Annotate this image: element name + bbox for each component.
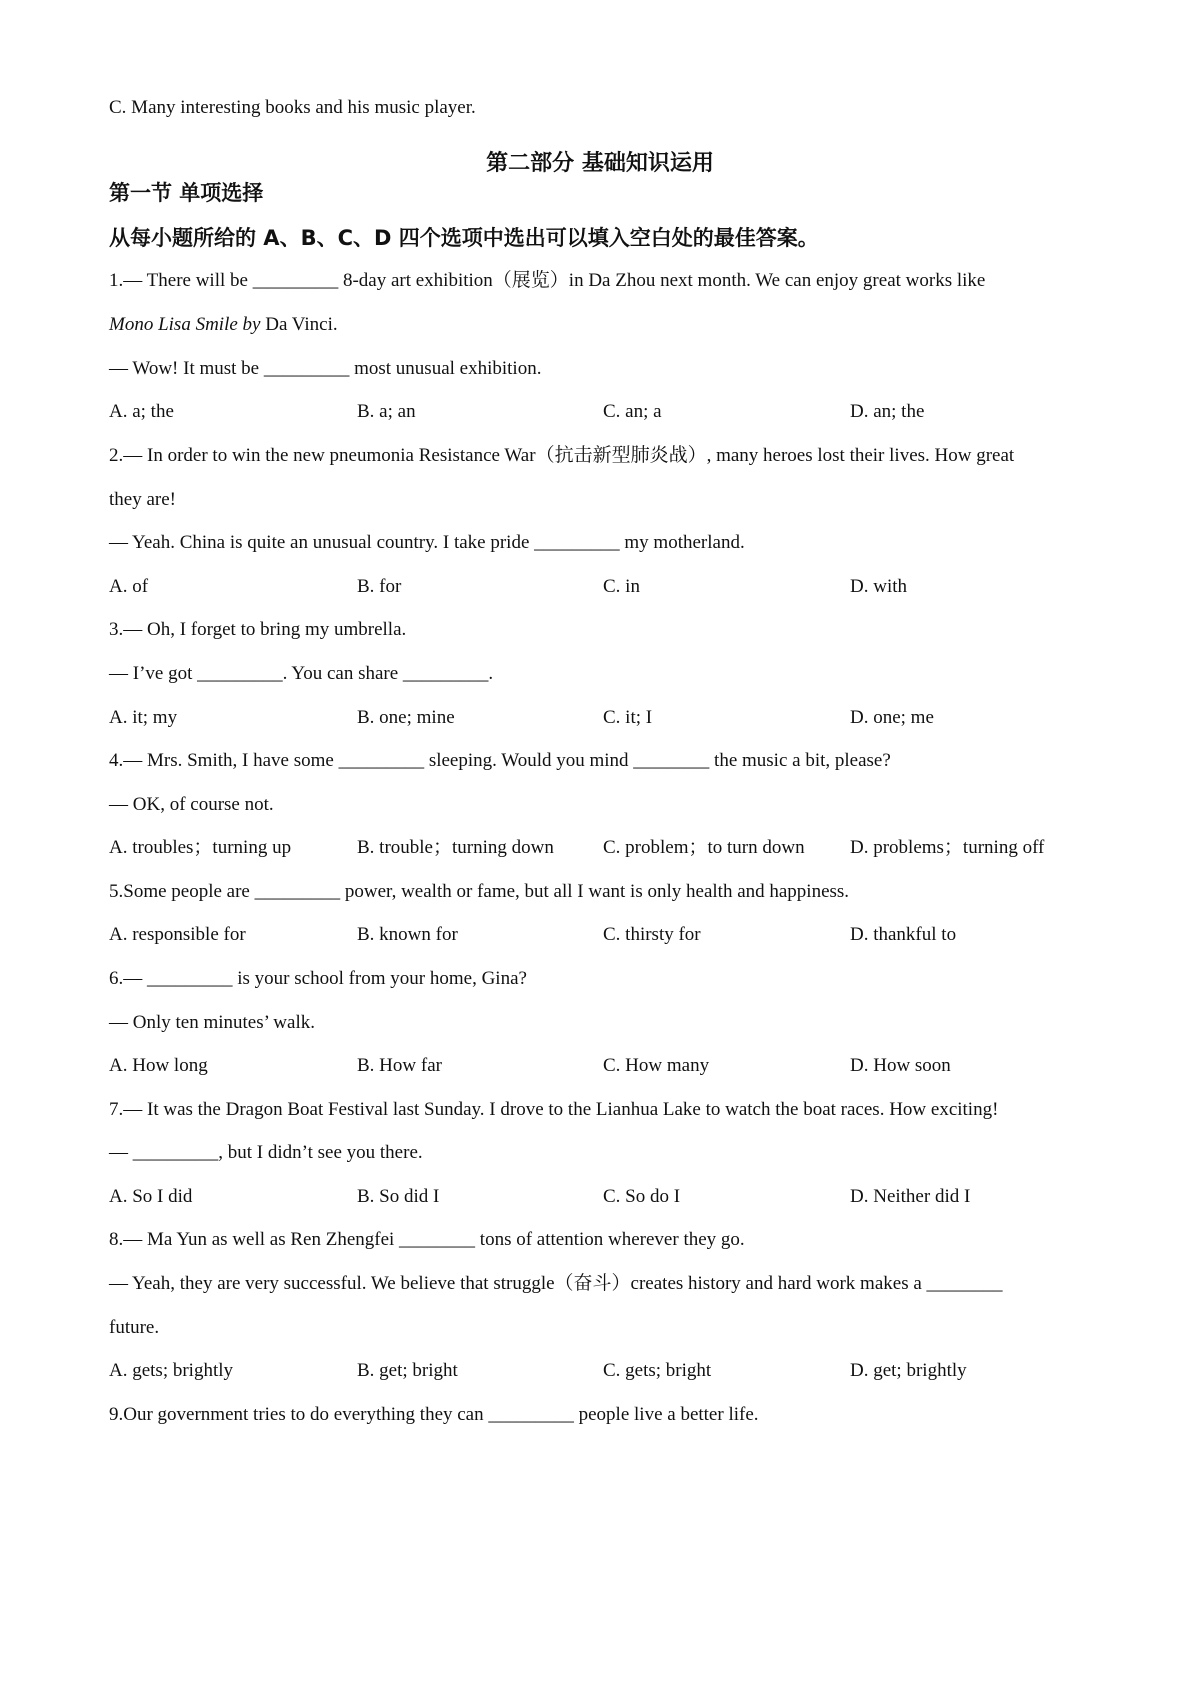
option-c: C. How many [603,1055,710,1076]
question-line: 1.— There will be _________ 8-day art exhibition（展览）in Da Zhou next month. We can enjoy great works like [109,270,986,291]
question-line: — Yeah, they are very successful. We believe that struggle（奋斗）creates history and hard work makes a ________ [109,1273,1003,1294]
question-line: — Wow! It must be _________ most unusual exhibition. [109,358,542,379]
option-b: B. trouble；turning down [357,837,554,858]
artwork-artist: Da Vinci. [260,314,338,335]
prev-question-option-c: C. Many interesting books and his music player. [109,97,476,118]
option-row [109,705,1109,731]
option-b: B. How far [357,1055,442,1076]
option-row [109,574,1109,600]
question-line: — Only ten minutes’ walk. [109,1012,315,1033]
instruction: 从每小题所给的 A、B、C、D 四个选项中选出可以填入空白处的最佳答案。 [109,226,819,250]
question-line: future. [109,1317,160,1338]
option-a: A. it; my [109,707,178,728]
question-line: 8.— Ma Yun as well as Ren Zhengfei ________ tons of attention wherever they go. [109,1229,745,1250]
artwork-title: Mono Lisa Smile by [109,314,261,335]
question-line: 6.— _________ is your school from your home, Gina? [109,968,527,989]
option-row [109,1358,1109,1384]
option-b: B. for [357,576,402,597]
option-a: A. a; the [109,401,174,422]
question-line: — Yeah. China is quite an unusual country. I take pride _________ my motherland. [109,532,745,553]
part-title: 第二部分 基础知识运用 [486,151,714,176]
option-a: A. So I did [109,1186,193,1207]
question-line: 4.— Mrs. Smith, I have some _________ sleeping. Would you mind ________ the music a bit, please? [109,750,891,771]
option-row [109,835,1109,861]
option-d: D. an; the [850,401,925,422]
question-line [109,312,338,338]
option-c: C. an; a [603,401,662,422]
option-d: D. Neither did I [850,1186,971,1207]
question-line: 3.— Oh, I forget to bring my umbrella. [109,619,407,640]
question-line: 7.— It was the Dragon Boat Festival last Sunday. I drove to the Lianhua Lake to watch the boat races. How exciting! [109,1099,999,1120]
option-row [109,922,1109,948]
question-line: — I’ve got _________. You can share _________. [109,663,494,684]
question-line: they are! [109,489,176,510]
option-a: A. gets; brightly [109,1360,234,1381]
question-line: 5.Some people are _________ power, wealth or fame, but all I want is only health and happiness. [109,881,850,902]
option-b: B. So did I [357,1186,440,1207]
question-line: 2.— In order to win the new pneumonia Resistance War（抗击新型肺炎战）, many heroes lost their lives. How great [109,445,1015,466]
option-a: A. responsible for [109,924,246,945]
option-d: D. with [850,576,907,597]
option-c: C. it; I [603,707,653,728]
option-c: C. problem；to turn down [603,837,805,858]
question-line: — _________, but I didn’t see you there. [109,1142,423,1163]
option-a: A. How long [109,1055,208,1076]
option-d: D. problems；turning off [850,837,1045,858]
section-title: 第一节 单项选择 [109,181,264,205]
option-d: D. How soon [850,1055,951,1076]
option-row [109,399,1109,425]
option-b: B. get; bright [357,1360,458,1381]
option-row [109,1184,1109,1210]
option-b: B. a; an [357,401,416,422]
option-c: C. in [603,576,640,597]
option-d: D. get; brightly [850,1360,967,1381]
option-b: B. one; mine [357,707,455,728]
option-c: C. gets; bright [603,1360,712,1381]
option-d: D. one; me [850,707,934,728]
option-a: A. troubles；turning up [109,837,292,858]
option-a: A. of [109,576,149,597]
question-line: — OK, of course not. [109,794,274,815]
option-c: C. thirsty for [603,924,701,945]
option-row [109,1053,1109,1079]
option-b: B. known for [357,924,458,945]
option-d: D. thankful to [850,924,957,945]
question-line: 9.Our government tries to do everything they can _________ people live a better life. [109,1404,759,1425]
option-c: C. So do I [603,1186,681,1207]
